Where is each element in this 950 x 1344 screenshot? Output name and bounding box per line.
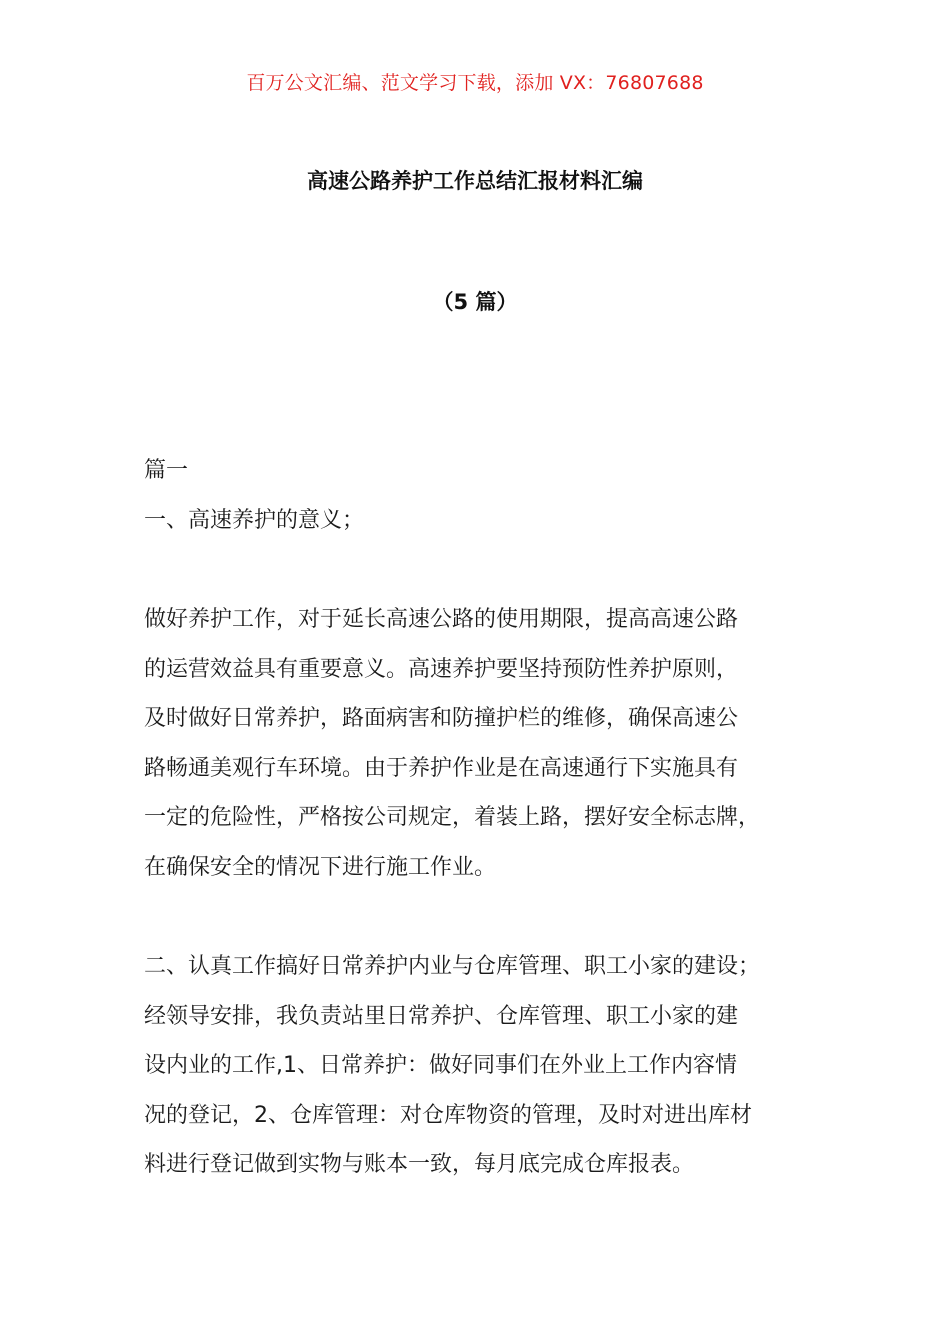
section-paragraph-1 (144, 595, 834, 892)
paragraph-line: 况的登记，2、仓库管理：对仓库物资的管理，及时对进出库材 (144, 1102, 752, 1128)
paragraph-line: 设内业的工作,1、日常养护：做好同事们在外业上工作内容情 (144, 1053, 737, 1078)
paragraph-line: 的运营效益具有重要意义。高速养护要坚持预防性养护原则， (144, 656, 739, 682)
paragraph-line: 料进行登记做到实物与账本一致，每月底完成仓库报表。 (144, 1152, 695, 1177)
document-subtitle: （5 篇） (432, 290, 518, 314)
paragraph-line: 二、认真工作搞好日常养护内业与仓库管理、职工小家的建设； (144, 954, 761, 979)
paragraph-line: 及时做好日常养护，路面病害和防撞护栏的维修，确保高速公 (144, 706, 739, 731)
header-banner: 百万公文汇编、范文学习下载，添加 VX：76807688 (246, 72, 704, 94)
paragraph-line: 做好养护工作，对于延长高速公路的使用期限，提高高速公路 (144, 607, 739, 632)
paragraph-line: 在确保安全的情况下进行施工作业。 (144, 854, 497, 880)
paragraph-line: 一定的危险性，严格按公司规定，着装上路，摆好安全标志牌， (144, 805, 761, 830)
document-title: 高速公路养护工作总结汇报材料汇编 (307, 169, 643, 193)
section-heading-1: 一、高速养护的意义； (144, 508, 365, 533)
paragraph-line: 路畅通美观行车环境。由于养护作业是在高速通行下实施具有 (144, 755, 739, 781)
chapter-label: 篇一 (144, 458, 189, 483)
section-paragraph-2 (144, 942, 834, 1190)
paragraph-line: 经领导安排，我负责站里日常养护、仓库管理、职工小家的建 (144, 1003, 739, 1029)
